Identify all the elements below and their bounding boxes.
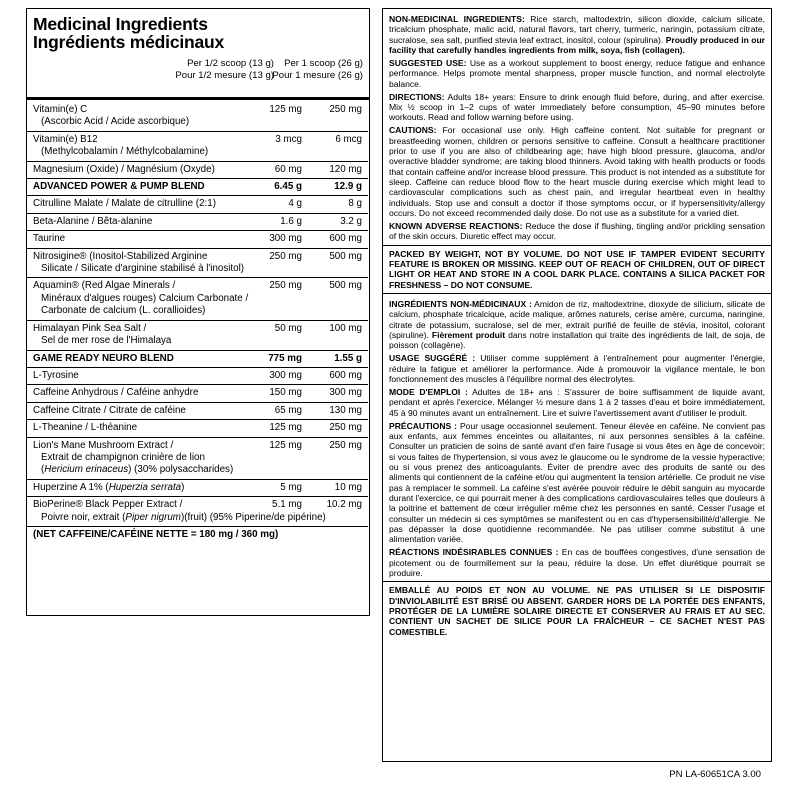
col2-line2: Pour 1 mesure (26 g) xyxy=(272,70,363,81)
ingredient-name xyxy=(33,216,243,228)
amount-full-scoop: 3.2 g xyxy=(340,215,362,227)
amount-full-scoop: 100 mg xyxy=(329,322,362,334)
ingredient-name-line: Magnesium (Oxide) / Magnésium (Oxyde) xyxy=(33,163,215,175)
amount-half-scoop: 50 mg xyxy=(274,322,302,334)
body: For occasional use only. High caffeine content. Not suitable for pregnant or breastfeeding women, children or persons sensitive to caffeine. Consult a healthcare practitioner prior to use if you are also of childbearing age; have high blood pressure, glaucoma, and/or overactive bladder syndrome; are taking blood thinners. Avoid taking with health products or foods that contain caffeine and/or increase blood pressure. This product is not intended as a substitute for sleep. Caffeine can reduce blood flow to the heart muscle during exercise which might lead to cardiovascular complications such as chest pain, and irregular heartbeat even in healthy individuals. Stop use and consult a doctor if those symptoms occur, or if hypersensitivity/allergy occurs. Do not exceed recommended daily dose. Do not use as a substitute for a varied diet. xyxy=(389,125,766,218)
heading: MODE D'EMPLOI : xyxy=(389,386,468,397)
heading: INGRÉDIENTS NON-MÉDICINAUX : xyxy=(389,298,532,309)
ingredient-row xyxy=(27,321,368,351)
ingredient-name-line: Extrait de champignon crinière de lion xyxy=(41,451,205,463)
heading: USAGE SUGGÉRÉ : xyxy=(389,353,476,364)
ingredient-row xyxy=(27,368,368,385)
ingredient-name-line: Sel de mer rose de l'Himalaya xyxy=(41,335,172,347)
ingredient-name xyxy=(33,353,243,365)
ingredient-name xyxy=(33,181,243,193)
amount-half-scoop: 250 mg xyxy=(269,280,302,292)
heading: CAUTIONS: xyxy=(389,125,437,136)
body: Pour usage occasionnel seulement. Teneur élevée en caféine. Ne convient pas aux enfants, aux femmes enceintes ou allaitantes, ni aux personnes sensibles à la caféine. Consulter un praticien de soins de santé avant d'en faire l'usage si vous êtes en âge de concevoir; si vous faites de l'hypertension, si vous avez le glaucome ou le syndrome de la vessie hyperactive; ou si vous prenez des anticoagulants. Éviter de prendre avec des produits de santé ou des aliments qui contiennent de la caféine et/ou qui augmentent la tension artérielle. Ce produit ne vise pas à remplacer le sommeil. La caféine s'est avérée pouvoir réduire le débit sanguin au myocarde durant l'exercice, ce qui pourrait mener à des complications cardiovasculaires telles que douleurs à la poitrine et battement de cœur irrégulier même chez les personnes en santé. Cesser l'usage et consulter un médecin si ces symptômes se manifestent ou en cas d'hypersensibilité/d'allergie. Ne pas dépasser la dose quotidienne recommandée. Ne pas utiliser comme substitut à une alimentation variée. xyxy=(389,420,765,545)
ingredient-row xyxy=(27,480,368,497)
ingredient-name-line: Vitamin(e) C xyxy=(33,104,88,115)
amount-half-scoop: 60 mg xyxy=(274,163,302,175)
ingredient-name xyxy=(33,422,243,434)
ingredient-row xyxy=(27,196,368,213)
heading: SUGGESTED USE: xyxy=(389,57,467,68)
amount-full-scoop: 250 mg xyxy=(329,422,362,434)
body: PACKED BY WEIGHT, NOT BY VOLUME. DO NOT USE IF TAMPER EVIDENT SECURITY FEATURE IS BROKEN OR MISSING. KEEP OUT OF REACH OF CHILDREN, OUT OF DIRECT LIGHT OR HEAT AND STORE IN A COOL DARK PLACE. CONTAINS A SILICA PACKET FOR FRESHNESS – DO NOT CONSUME. xyxy=(389,248,765,290)
blend-row xyxy=(27,351,368,368)
amount-half-scoop: 125 mg xyxy=(269,422,302,434)
divider xyxy=(383,245,771,246)
ingredient-row xyxy=(27,102,368,132)
column-head-half-scoop xyxy=(175,58,274,82)
amount-half-scoop: 6.45 g xyxy=(274,181,302,193)
amount-half-scoop: 125 mg xyxy=(269,439,302,451)
ingredient-name-line: BioPerine® Black Pepper Extract / xyxy=(33,499,183,511)
amount-half-scoop: 5 mg xyxy=(280,481,302,493)
amount-full-scoop: 6 mcg xyxy=(335,133,362,145)
ingredient-name xyxy=(33,251,243,276)
ingredient-name-line: Silicate / Silicate d'arginine stabilisé à l'inositol) xyxy=(41,263,245,275)
amount-full-scoop: 500 mg xyxy=(329,250,362,262)
ingredient-name xyxy=(33,164,243,176)
suggested-use-fr xyxy=(389,353,765,384)
ingredient-name-line: L-Tyrosine xyxy=(33,369,79,381)
ingredient-row xyxy=(27,438,368,480)
ingredient-name xyxy=(33,134,243,159)
amount-full-scoop: 250 mg xyxy=(329,439,362,451)
ingredient-row xyxy=(27,497,368,527)
amount-full-scoop: 300 mg xyxy=(329,387,362,399)
blend-row xyxy=(27,179,368,196)
amount-half-scoop: 5.1 mg xyxy=(272,499,302,511)
amount-full-scoop: 500 mg xyxy=(329,280,362,292)
amount-half-scoop: 250 mg xyxy=(269,250,302,262)
ingredient-name-line: Beta-Alanine / Bêta-alanine xyxy=(33,215,153,227)
ingredient-name xyxy=(33,323,243,348)
divider xyxy=(383,581,771,582)
amount-half-scoop: 4 g xyxy=(288,198,302,210)
ingredient-row xyxy=(27,132,368,162)
ingredient-name xyxy=(33,405,243,417)
directions-fr xyxy=(389,387,765,418)
body: Reduce the dose if flushing, tingling and/or prickling sensation of the skin occurs. Diuretic effect may occur. xyxy=(389,220,765,242)
ingredient-row xyxy=(27,385,368,402)
amount-full-scoop: 1.55 g xyxy=(334,352,362,364)
heading: KNOWN ADVERSE REACTIONS: xyxy=(389,220,523,231)
bold-note: Proudly produced in our facility that carefully handles ingredients from milk, soya, fish (collagen). xyxy=(389,34,765,56)
amount-full-scoop: 130 mg xyxy=(329,404,362,416)
body: Adultes de 18+ ans : S'assurer de boire suffisamment de liquide avant, pendant et après l'exercice. Mélanger ½ mesure dans 1 à 2 tasses d'eau et boire immédiatement, 45 à 90 minutes avant un entraînement. Lire et suivre l'avertissement avant d'utiliser le produit. xyxy=(389,386,765,418)
heading: RÉACTIONS INDÉSIRABLES CONNUES : xyxy=(389,547,559,558)
non-medicinal-en xyxy=(389,14,765,55)
ingredient-row xyxy=(27,231,368,248)
amount-half-scoop: 775 mg xyxy=(268,352,302,364)
ingredient-name-line: Lion's Mane Mushroom Extract / xyxy=(33,439,174,451)
ingredient-name xyxy=(33,233,243,245)
ingredient-name xyxy=(33,387,243,399)
amount-full-scoop: 600 mg xyxy=(329,233,362,245)
body: Amidon de riz, maltodextrine, dioxyde de silicium, silicate de calcium, phosphate tricalcique, acide malique, arômes naturels, cerise amère, curcuma, naringine, citrate de potassium, sucralose, sel de mer, extrait purifié de feuille de stévia, inositol, colorant (spiruline). xyxy=(389,298,766,340)
heading: NON-MEDICINAL INGREDIENTS: xyxy=(389,14,525,24)
col2-line1: Per 1 scoop (26 g) xyxy=(284,58,363,69)
ingredient-name-line: Poivre noir, extrait (Piper nigrum)(fruit) (95% Piperine/de pipérine) xyxy=(41,511,326,523)
adverse-fr xyxy=(389,547,765,578)
body: Adults 18+ years: Ensure to drink enough fluid before, during, and after exercise. Mix ½ scoop in 1–2 cups of water immediately before consumption, 45–90 minutes before workouts. Read and follow warning before using. xyxy=(389,91,766,123)
ingredient-name-line: (Ascorbic Acid / Acide ascorbique) xyxy=(41,116,190,128)
ingredient-name-line: L-Theanine / L-théanine xyxy=(33,422,138,434)
language-divider xyxy=(383,293,771,294)
body: Use as a workout supplement to boost energy, reduce fatigue and enhance performance. Helps promote mental sharpness, proper muscle function, and normal electrolyte balance. xyxy=(389,57,765,89)
ingredient-name xyxy=(33,482,243,494)
ingredient-name xyxy=(33,104,243,129)
ingredient-row xyxy=(27,278,368,320)
amount-half-scoop: 150 mg xyxy=(269,387,302,399)
ingredient-name-line: Aquamin® (Red Algae Minerals / xyxy=(33,280,176,292)
ingredient-name-line: Minéraux d'algues rouges) Calcium Carbonate / xyxy=(41,292,249,304)
body-2: dans notre installation qui traite des ingrédients de lait, de soja, de poisson (collagène). xyxy=(389,330,765,351)
column-head-full-scoop xyxy=(272,58,363,82)
ingredient-row xyxy=(27,249,368,279)
ingredient-name xyxy=(33,280,249,317)
amount-half-scoop: 300 mg xyxy=(269,369,302,381)
body: En cas de bouffées congestives, d'une sensation de picotement ou de fourmillement sur la peau, réduire la dose. Un effet diurétique pourrait se produire. xyxy=(389,547,765,578)
packed-en xyxy=(389,249,765,290)
ingredient-name-line: Citrulline Malate / Malate de citrulline (2:1) xyxy=(33,198,216,210)
ingredient-name-line: (Methylcobalamin / Méthylcobalamine) xyxy=(41,146,209,158)
amount-half-scoop: 300 mg xyxy=(269,233,302,245)
ingredient-name-line: Caffeine Citrate / Citrate de caféine xyxy=(33,404,186,416)
title-english: Medicinal Ingredients xyxy=(33,14,208,34)
amount-half-scoop: 65 mg xyxy=(274,404,302,416)
bold-note: Fièrement produit xyxy=(431,330,506,340)
amount-full-scoop: 250 mg xyxy=(329,104,362,115)
ingredient-name-line: Himalayan Pink Sea Salt / xyxy=(33,322,147,334)
ingredient-name-line: (NET CAFFEINE/CAFÉINE NETTE = 180 mg / 360 mg) xyxy=(33,528,279,540)
amount-half-scoop: 3 mcg xyxy=(275,133,302,145)
amount-half-scoop: 125 mg xyxy=(269,104,302,115)
amount-full-scoop: 120 mg xyxy=(329,163,362,175)
ingredient-name-line: GAME READY NEURO BLEND xyxy=(33,352,174,364)
ingredient-row xyxy=(27,403,368,420)
body: EMBALLÉ AU POIDS ET NON AU VOLUME. NE PAS UTILISER SI LE DISPOSITIF D'INVIOLABILITÉ EST BRISÉ OU ABSENT. GARDER HORS DE LA PORTÉE DES ENFANTS, PROTÉGER DE LA LUMIÈRE SOLAIRE DIRECTE ET CONSERVER AU FRAIS ET AU SEC. CONTIENT UN SACHET DE SILICE POUR LA FRAÎCHEUR – CE SACHET N'EST PAS COMESTIBLE. xyxy=(389,585,765,637)
ingredient-table xyxy=(27,102,368,543)
ingredient-name-line: Huperzine A 1% (Huperzia serrata) xyxy=(33,481,185,493)
ingredient-row xyxy=(27,214,368,231)
heading: DIRECTIONS: xyxy=(389,91,445,102)
ingredient-name xyxy=(33,440,243,477)
ingredient-name-line: Nitrosigine® (Inositol-Stabilized Arginine xyxy=(33,250,208,262)
ingredient-name xyxy=(33,198,243,210)
ingredient-row xyxy=(27,162,368,179)
ingredient-row xyxy=(27,420,368,437)
amount-full-scoop: 10.2 mg xyxy=(326,499,362,511)
cautions-en xyxy=(389,125,765,218)
ingredient-name xyxy=(33,370,243,382)
title-french: Ingrédients médicinaux xyxy=(33,32,225,52)
col1-line2: Pour 1/2 mesure (13 g) xyxy=(175,70,274,81)
ingredient-name-line: Vitamin(e) B12 xyxy=(33,133,98,145)
packed-fr xyxy=(389,585,765,637)
col1-line1: Per 1/2 scoop (13 g) xyxy=(187,58,274,69)
ingredient-name-line: Carbonate de calcium (L. corallioides) xyxy=(41,305,206,317)
amount-full-scoop: 600 mg xyxy=(329,369,362,381)
ingredient-name-line: ADVANCED POWER & PUMP BLEND xyxy=(33,181,205,193)
ingredient-name-line: Taurine xyxy=(33,233,66,245)
amount-full-scoop: 12.9 g xyxy=(334,181,362,193)
ingredient-row xyxy=(27,527,368,543)
heading: PRÉCAUTIONS : xyxy=(389,420,458,431)
panel-title xyxy=(33,15,224,51)
ingredient-name-line: (Hericium erinaceus) (30% polysaccharides) xyxy=(41,464,234,476)
header-rule xyxy=(27,97,369,100)
ingredient-name-line: Caffeine Anhydrous / Caféine anhydre xyxy=(33,387,199,399)
body: Rice starch, maltodextrin, silicon dioxide, calcium silicate, tricalcium phosphate, malic acid, natural flavors, tart cherry, turmeric, naringin, potassium citrate, sucralose, sea salt, purified stevia leaf extract, inositol, colour (spirulina). xyxy=(389,14,766,45)
amount-full-scoop: 10 mg xyxy=(334,481,362,493)
medicinal-ingredients-panel xyxy=(26,8,370,616)
suggested-use-en xyxy=(389,58,765,89)
amount-full-scoop: 8 g xyxy=(348,198,362,210)
directions-en xyxy=(389,92,765,123)
cautions-fr xyxy=(389,421,765,545)
body: Utiliser comme supplément à l'entraînement pour augmenter l'énergie, réduire la fatigue et améliorer la performance. Aide à promouvoir la vigilance mentale, le bon fonctionnement des muscles à l'équilibre normal des électrolytes. xyxy=(389,353,766,384)
non-medicinal-fr xyxy=(389,299,765,351)
part-number: PN LA-60651CA 3.00 xyxy=(669,769,761,780)
information-panel xyxy=(382,8,772,762)
ingredient-name xyxy=(33,528,279,541)
amount-half-scoop: 1.6 g xyxy=(280,215,302,227)
adverse-en xyxy=(389,221,765,242)
